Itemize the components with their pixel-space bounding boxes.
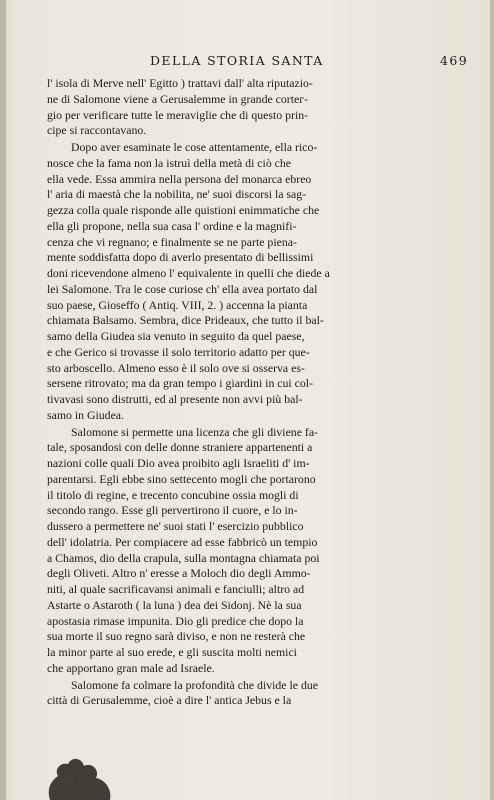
running-header xyxy=(0,53,494,71)
text-line: doni ricevendone almeno l' equivalente in quelli che diede a xyxy=(47,266,330,280)
text-line: ne di Salomone viene a Gerusalemme in grande cortег- xyxy=(47,91,308,106)
text-line: Astarte o Astaroth ( la luna ) dea dei Sidonj. Nè la sua xyxy=(47,597,302,612)
paragraph xyxy=(47,76,445,139)
text-line: mente soddisfatta dopo di averlo presentato di bellissimi xyxy=(47,250,314,265)
text-line: chiamata Balsamo. Sembra, dice Prideaux, che tutto il bal- xyxy=(47,313,324,328)
body-text xyxy=(47,76,445,710)
text-line: secondo rango. Esse gli pervertirono il cuore, e lo in- xyxy=(47,503,298,518)
page-left-edge xyxy=(0,0,6,800)
paragraph xyxy=(47,678,445,710)
text-line: la minor parte al suo erede, e gli suscita molti nemici xyxy=(47,645,297,659)
text-line: gio per verificare tutte le meraviglie che di questo prin- xyxy=(47,107,309,122)
text-line: a Chamos, dio della crapula, sulla montagna chiamata poi xyxy=(47,550,320,565)
text-line: l' aria di maestà che la nobilita, ne' suoi discorsi la sag- xyxy=(47,187,307,202)
text-line: nazioni colle quali Dio avea proibito agli Israeliti d' im- xyxy=(47,456,310,470)
text-line: degli Oliveti. Altro n' eresse a Moloch dio degli Ammo- xyxy=(47,566,311,581)
text-line: samo in Giudea. xyxy=(47,407,124,422)
text-line: sua morte il suo regno sarà diviso, e non ne resterà che xyxy=(47,629,306,644)
text-line: ella vede. Essa ammira nella persona del monarca ebreo xyxy=(47,171,312,186)
ink-stain xyxy=(40,740,122,800)
text-line: parentarsi. Egli ebbe sino settecento mogli che portarono xyxy=(47,471,316,486)
text-line: ella gli propone, nella sua casa l' ordine e la magnifi- xyxy=(47,218,297,233)
text-line: dussero a permettere ne' suoi stati l' esercizio pubblico xyxy=(47,519,304,533)
paragraph xyxy=(47,425,445,677)
text-line: tivavasi sono distrutti, ed al presente non avvi più bal- xyxy=(47,392,303,406)
text-line: Salomone fa colmare la profondità che divide le due xyxy=(71,677,318,692)
running-title: DELLA STORIA SANTA xyxy=(150,53,324,68)
text-line: cenza che vi regnano; e finalmente se ne parte piena- xyxy=(47,234,297,249)
page-number: 469 xyxy=(440,53,469,68)
text-line: l' isola di Merve nell' Egitto ) trattavi dall' alta riputazio- xyxy=(47,76,313,90)
text-line: e che Gerico si trovasse il solo territorio adatto per que- xyxy=(47,344,310,359)
text-line: sto arboscello. Almeno esso è il solo ove si osserva es- xyxy=(47,360,305,375)
text-line: sersene ritrovato; ma da gran tempo i giardini in cui col- xyxy=(47,376,314,391)
paragraph xyxy=(47,140,445,424)
text-line: Salomone si permette una licenza che gli diviene fa- xyxy=(71,424,318,439)
text-line: niti, al quale sacrificavansi animali e fanciulli; altro ad xyxy=(47,582,305,596)
text-line: nosce che la fama non la istruì della metà di ciò che xyxy=(47,155,292,170)
text-line: dell' idolatria. Per compiacere ad esse fabbricò un tempio xyxy=(47,534,318,549)
text-line: suo paese, Gioseffo ( Antiq. VIII, 2. ) accenna la pianta xyxy=(47,297,308,312)
text-line: il titolo di regine, e trecento concubine ossia mogli di xyxy=(47,487,299,502)
text-line: cipe si raccontavano. xyxy=(47,123,147,138)
text-line: Dopo aver esaminate le cose attentamente, ella rico- xyxy=(71,140,318,154)
page-right-edge xyxy=(490,0,494,800)
text-line: che apportano gran male ad Israele. xyxy=(47,660,215,675)
text-line: tale, sposandosi con delle donne straniere appartenenti a xyxy=(47,440,313,455)
text-line: apostasia rimase impunita. Dio gli predice che dopo la xyxy=(47,613,304,628)
text-line: città di Gerusalemme, cioè a dire l' antica Jebus e la xyxy=(47,693,292,708)
text-line: gezza colla quale risponde alle quistioni enimmatiche che xyxy=(47,203,320,217)
text-line: samo della Giudea sia venuto in seguito da quel paese, xyxy=(47,329,305,343)
text-line: lei Salomone. Tra le cose curiose ch' ella avea portato dal xyxy=(47,281,318,296)
